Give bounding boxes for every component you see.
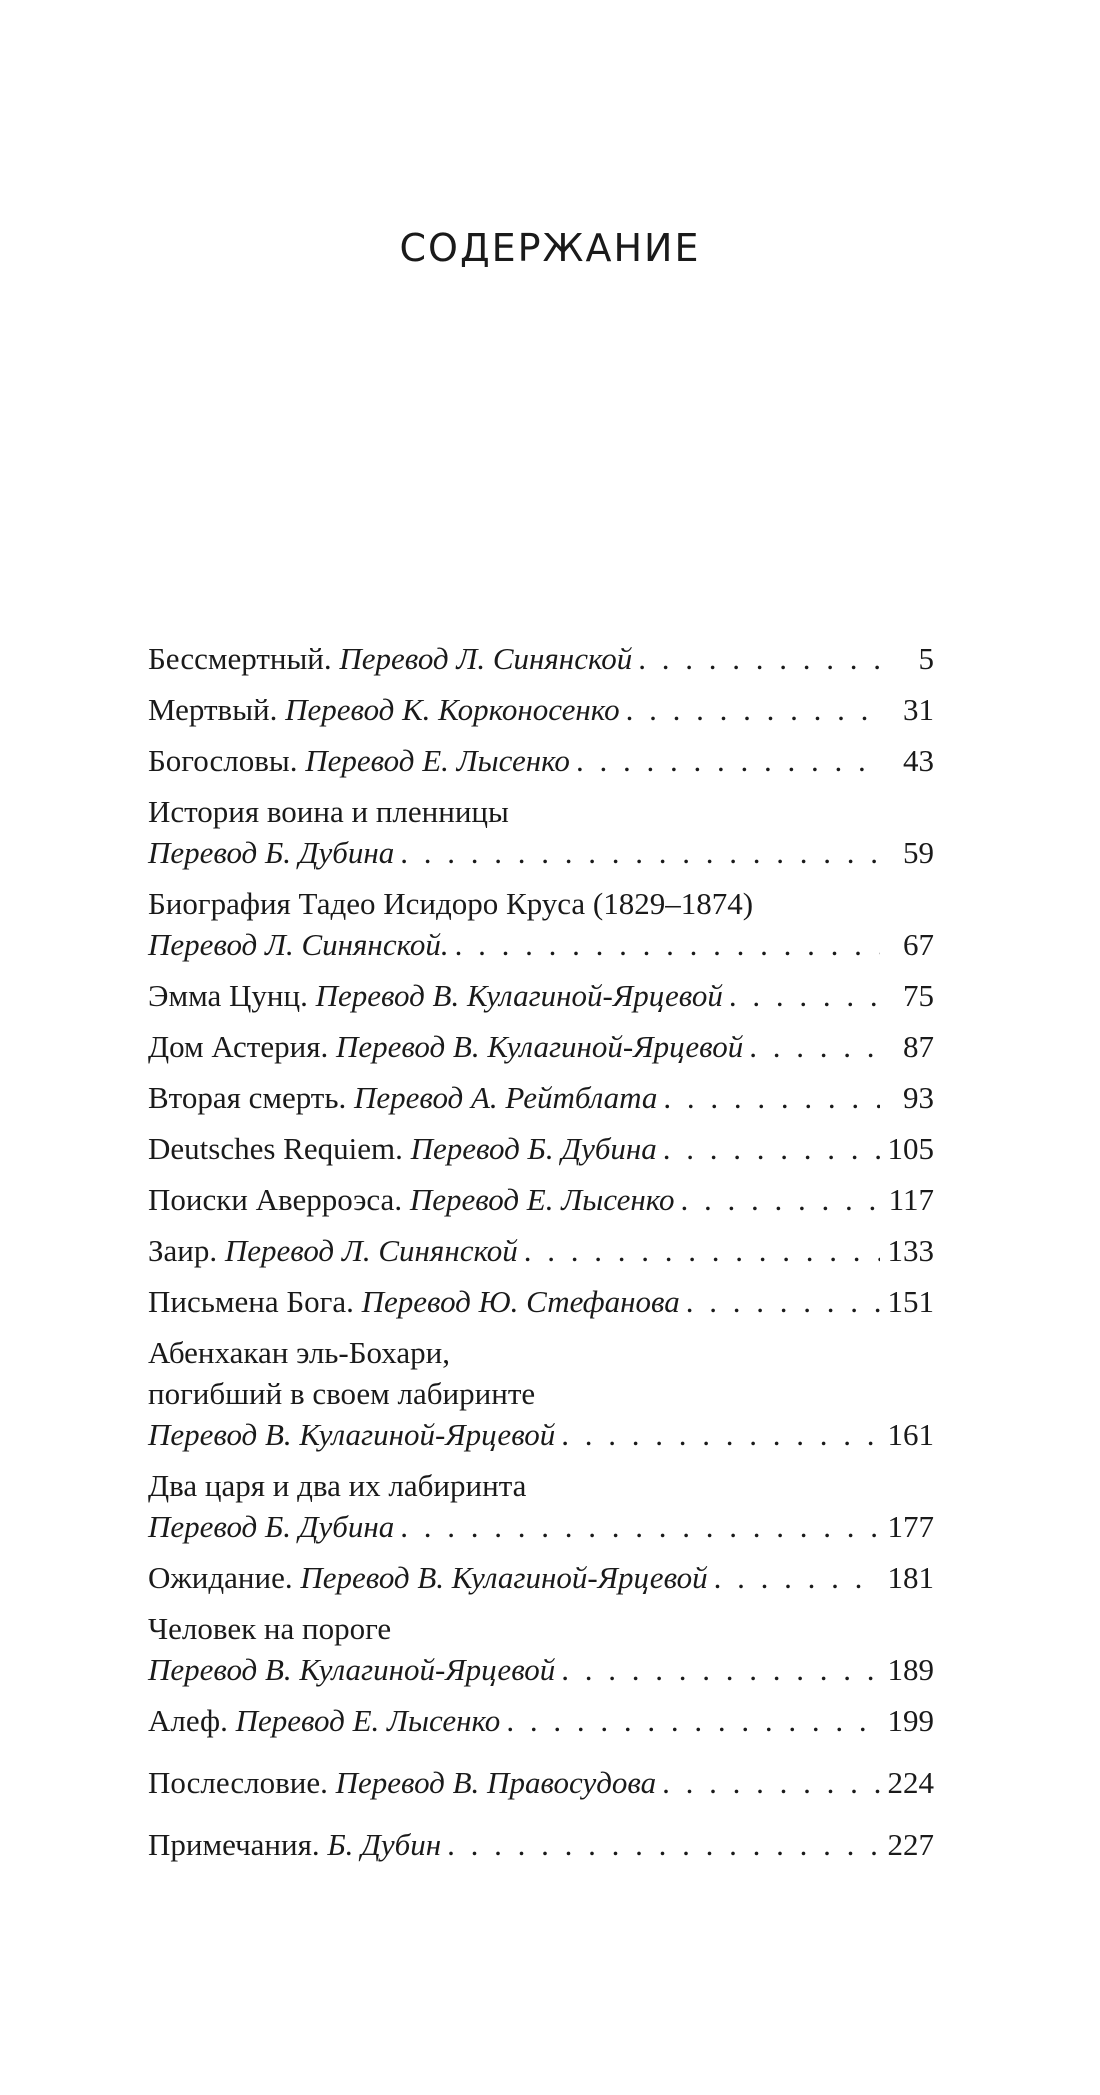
dot-leader [400,1506,880,1547]
toc-entry-text [148,1230,518,1271]
entry-page-number: 227 [887,1827,934,1862]
entry-page-number: 117 [888,1182,934,1217]
entry-translator: Перевод Л. Синянской [224,1233,518,1268]
entry-page-number: 67 [903,927,934,962]
entry-page-number: 43 [903,743,934,778]
dot-leader [714,1557,880,1598]
entry-title: Богословы. [148,743,306,778]
dot-leader [662,1762,880,1803]
dot-leader [524,1230,880,1271]
entry-translator: Перевод Л. Синянской [339,641,633,676]
dot-leader [638,638,880,679]
toc-entry[interactable] [148,1332,934,1455]
entry-page-number: 93 [903,1080,934,1115]
toc-entry-line [148,975,934,1016]
entry-translator: Перевод В. Кулагиной-Ярцевой [300,1560,708,1595]
dot-leader [663,1077,880,1118]
dot-leader [400,832,880,873]
dot-leader [729,975,880,1016]
toc-entry-text [148,832,394,873]
toc-entry-line [148,832,934,873]
dot-leader [576,740,880,781]
toc-entry-line [148,1026,934,1067]
entry-title-line: Абенхакан эль-Бохари, [148,1335,450,1370]
toc-entry[interactable] [148,1230,934,1271]
entry-title: Письмена Бога. [148,1284,362,1319]
dot-leader [686,1281,880,1322]
toc-entry[interactable] [148,1026,934,1067]
toc-entry-text [148,1077,657,1118]
toc-entry[interactable] [148,1557,934,1598]
entry-title: Заир. [148,1233,225,1268]
entry-title: Бессмертный. [148,641,340,676]
toc-entry-line [148,1700,934,1741]
dot-leader [561,1649,880,1690]
entry-page-number: 199 [887,1703,934,1738]
toc-entry-text [148,1762,656,1803]
entry-translator: Перевод Е. Лысенко [305,743,570,778]
entry-translator: Перевод Б. Дубина [410,1131,657,1166]
toc-entry[interactable] [148,638,934,679]
toc-entry[interactable] [148,1179,934,1220]
entry-page-number: 189 [887,1652,934,1687]
toc-entry-line [148,1506,934,1547]
dot-leader [626,689,880,730]
entry-page-number: 105 [887,1131,934,1166]
entry-translator: Перевод Б. Дубина [148,1509,395,1544]
entry-title: Вторая смерть. [148,1080,354,1115]
dot-leader [663,1128,880,1169]
entry-title: Дом Астерия. [148,1029,336,1064]
entry-page-number: 177 [887,1509,934,1544]
entry-title: Алеф. [148,1703,236,1738]
toc-entry[interactable] [148,1824,934,1865]
toc-entry-text [148,1649,555,1690]
toc-entry-line [148,1281,934,1322]
toc-entry-text [148,1414,555,1455]
toc-entry-line [148,1824,934,1865]
entry-translator: Б. Дубин [327,1827,442,1862]
entry-title: Послесловие. [148,1765,336,1800]
entry-page-number: 161 [887,1417,934,1452]
toc-entry[interactable] [148,1465,934,1547]
dot-leader [447,1824,880,1865]
toc-entry[interactable] [148,689,934,730]
entry-title: Мертвый. [148,692,286,727]
toc-entry[interactable] [148,1077,934,1118]
entry-translator: Перевод В. Кулагиной-Ярцевой [335,1029,744,1064]
toc-entry-text [148,740,570,781]
entry-title: Ожидание. [148,1560,301,1595]
toc-entry-line [148,1128,934,1169]
toc-entry[interactable] [148,1281,934,1322]
entry-title: Deutsches Requiem. [148,1131,411,1166]
entry-translator: Перевод Е. Лысенко [235,1703,501,1738]
toc-entry-text [148,1281,680,1322]
entry-page-number: 151 [887,1284,934,1319]
dot-leader [506,1700,880,1741]
toc-entry-line [148,1077,934,1118]
toc-entry-line [148,1649,934,1690]
entry-page-number: 87 [903,1029,934,1064]
toc-entry-text [148,975,723,1016]
toc-entry-text [148,1557,708,1598]
entry-translator: Перевод Б. Дубина [148,835,395,870]
toc-entry[interactable] [148,883,934,965]
toc-entry[interactable] [148,791,934,873]
toc-entry-text [148,1128,657,1169]
toc-entry-text [148,924,449,965]
dot-leader [749,1026,880,1067]
entry-page-number: 133 [887,1233,934,1268]
entry-translator: Перевод В. Кулагиной-Ярцевой [148,1417,556,1452]
entry-title-line: Два царя и два их лабиринта [148,1468,527,1503]
toc-entry-line [148,924,934,965]
entry-page-number: 181 [887,1560,934,1595]
entry-title: Примечания. [148,1827,328,1862]
toc-entry-line [148,1557,934,1598]
entry-translator: Перевод А. Рейтблата [354,1080,658,1115]
toc-entry[interactable] [148,1608,934,1690]
toc-entry-line [148,1762,934,1803]
toc-entry-text [148,1179,675,1220]
entry-page-number: 75 [903,978,934,1013]
entry-translator: Перевод К. Корконосенко [285,692,620,727]
toc-entry[interactable] [148,975,934,1016]
entry-page-number: 31 [903,692,934,727]
dot-leader [681,1179,880,1220]
toc-entry-text [148,689,620,730]
toc-entry[interactable] [148,1762,934,1803]
toc-entry-line [148,740,934,781]
toc-entry-line [148,689,934,730]
toc-entry-text [148,1700,500,1741]
entry-title: Эмма Цунц. [148,978,316,1013]
toc-entry-text [148,1026,743,1067]
entry-translator: Перевод Л. Синянской. [148,927,449,962]
entry-translator: Перевод В. Правосудова [335,1765,657,1800]
entry-title-line: погибший в своем лабиринте [148,1376,536,1411]
entry-page-number: 5 [918,641,934,676]
page-title: СОДЕРЖАНИЕ [399,226,701,271]
toc-entry-line [148,1179,934,1220]
entry-page-number: 59 [903,835,934,870]
dot-leader [561,1414,880,1455]
toc-entry-line [148,638,934,679]
toc-entry-line [148,1230,934,1271]
entry-title-line: Человек на пороге [148,1611,392,1646]
entry-title-line: История воина и пленницы [148,794,509,829]
toc-entry-text [148,1824,441,1865]
toc-entry[interactable] [148,1128,934,1169]
entry-translator: Перевод В. Кулагиной-Ярцевой [148,1652,556,1687]
toc-entry-text [148,1506,394,1547]
table-of-contents [148,638,934,1875]
entry-translator: Перевод Е. Лысенко [409,1182,675,1217]
entry-title: Поиски Аверроэса. [148,1182,410,1217]
toc-entry-line [148,1414,934,1455]
entry-translator: Перевод Ю. Стефанова [361,1284,680,1319]
entry-page-number: 224 [887,1765,934,1800]
toc-entry-text [148,638,632,679]
entry-title-line: Биография Тадео Исидоро Круса (1829–1874) [148,886,754,921]
entry-translator: Перевод В. Кулагиной-Ярцевой [315,978,723,1013]
dot-leader [455,924,880,965]
toc-entry[interactable] [148,1700,934,1741]
toc-entry[interactable] [148,740,934,781]
